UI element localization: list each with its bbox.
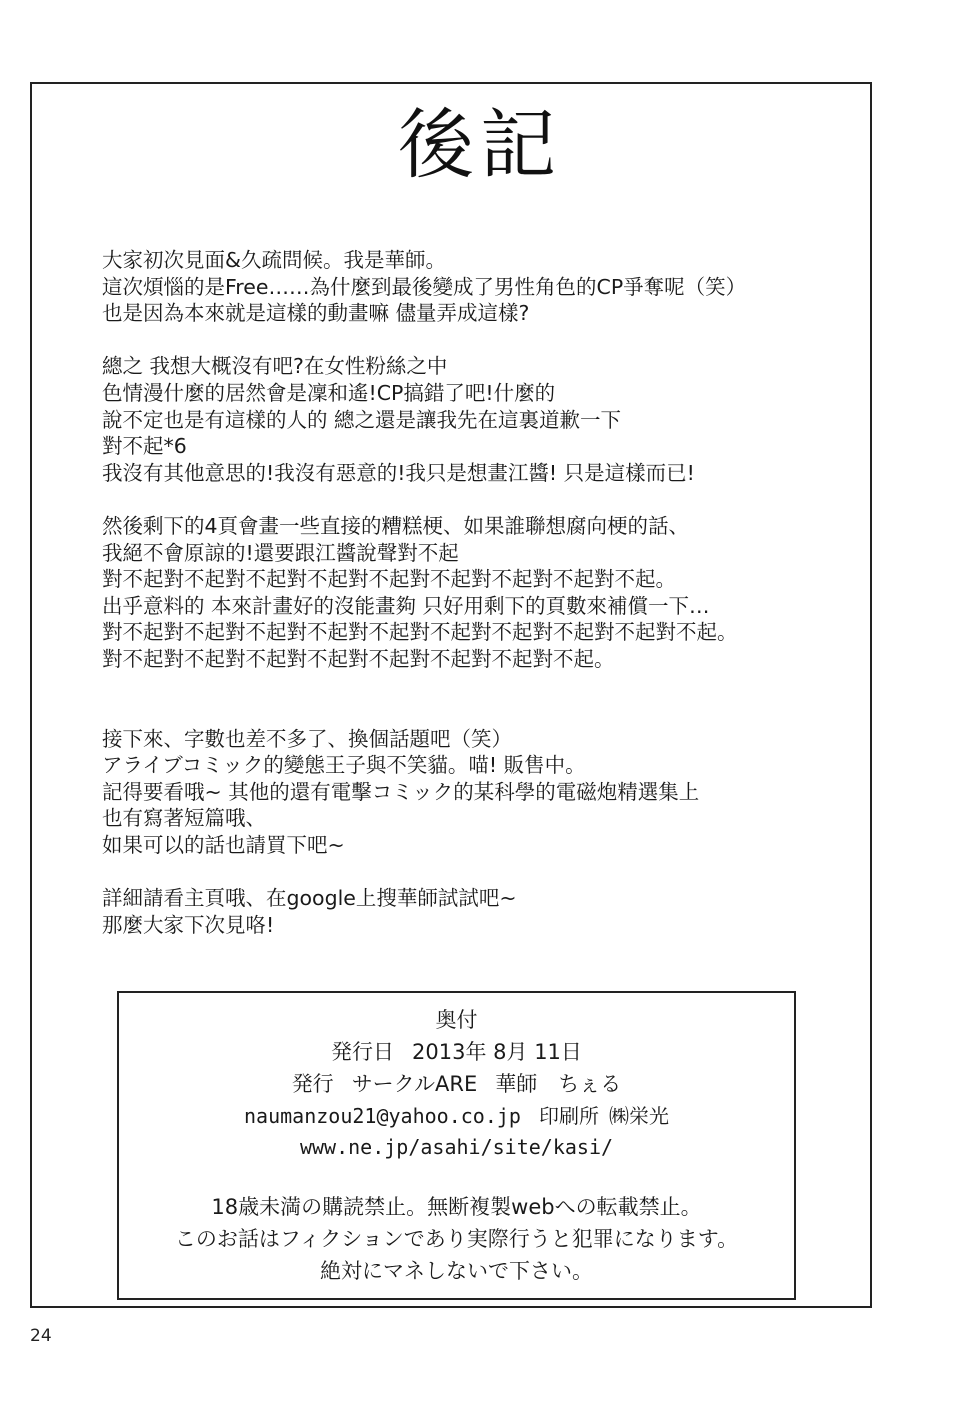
colophon-contact-row [119, 1101, 794, 1131]
paragraph-promotion [102, 726, 842, 859]
text-line: 對不起對不起對不起對不起對不起對不起對不起對不起對不起對不起。 [102, 620, 738, 645]
printer-label: 印刷所 [538, 1104, 599, 1128]
colophon-date-row [119, 1037, 794, 1067]
text-line: 那麼大家下次見咯! [102, 912, 275, 937]
text-line: 對不起對不起對不起對不起對不起對不起對不起對不起對不起。 [102, 567, 676, 592]
text-line: 我沒有其他意思的!我沒有惡意的!我只是想畫江醬! 只是這樣而已! [102, 460, 695, 485]
text-line: 也有寫著短篇哦、 [102, 806, 266, 831]
text-line: 出乎意料的 本來計畫好的沒能畫夠 只好用剩下的頁數來補償一下… [102, 593, 710, 618]
text-line: アライブコミック的變態王子與不笑貓。喵! 販售中。 [102, 753, 586, 778]
author-names: 華師 ちぇる [495, 1072, 622, 1096]
email-address: naumanzou21@yahoo.co.jp [244, 1104, 521, 1128]
paragraph-closing [102, 885, 842, 938]
colophon-box [117, 991, 796, 1300]
page-title: 後記 [398, 100, 562, 189]
warning-line: このお話はフィクションであり実際行うと犯罪になります。 [174, 1227, 739, 1251]
text-line: 對不起對不起對不起對不起對不起對不起對不起對不起。 [102, 646, 615, 671]
paragraph-greeting [102, 247, 842, 327]
text-line: 如果可以的話也請買下吧~ [102, 832, 345, 857]
text-line: 我絕不會原諒的!還要跟江醬說聲對不起 [102, 540, 459, 565]
text-line: 然後剩下的4頁會畫一些直接的糟糕梗、如果誰聯想腐向梗的話、 [102, 513, 690, 538]
warning-line: 絶対にマネしないで下さい。 [320, 1259, 593, 1283]
text-line: 大家初次見面&久疏問候。我是華師。 [102, 248, 446, 272]
text-line: 對不起*6 [102, 434, 187, 459]
warning-line: 18歳未満の購読禁止。無断複製webへの転載禁止。 [211, 1195, 702, 1219]
text-line: 說不定也是有這樣的人的 總之還是讓我先在這裏道歉一下 [102, 407, 622, 432]
text-line: 記得要看哦~ 其他的還有電擊コミック的某科學的電磁炮精選集上 [102, 779, 700, 804]
date-label: 発行日 [331, 1040, 395, 1064]
printer-name: ㈱栄光 [608, 1104, 669, 1128]
website-url: www.ne.jp/asahi/site/kasi/ [299, 1135, 614, 1159]
text-line: 接下來、字數也差不多了、換個話題吧（笑） [102, 726, 512, 751]
circle-name: サークルARE [351, 1072, 478, 1096]
colophon-warning [119, 1191, 794, 1287]
text-line: 也是因為本來就是這樣的動畫嘛 儘量弄成這樣? [102, 301, 530, 326]
text-line: 這次煩惱的是Free……為什麼到最後變成了男性角色的CP爭奪呢（笑） [102, 274, 747, 299]
paragraph-remaining-pages [102, 513, 842, 673]
colophon-heading: 奥付 [435, 1008, 478, 1032]
publisher-label: 発行 [291, 1072, 334, 1096]
paragraph-apology [102, 353, 842, 486]
afterword-body [102, 247, 842, 965]
text-line: 總之 我想大概沒有吧?在女性粉絲之中 [102, 354, 448, 379]
colophon-publisher-row [119, 1069, 794, 1099]
text-line: 色情漫什麼的居然會是凜和遙!CP搞錯了吧!什麼的 [102, 380, 556, 405]
text-line: 詳細請看主頁哦、在google上搜華師試試吧~ [102, 886, 517, 911]
page-number: 24 [30, 1326, 52, 1346]
date-value: 2013年 8月 11日 [412, 1040, 582, 1064]
